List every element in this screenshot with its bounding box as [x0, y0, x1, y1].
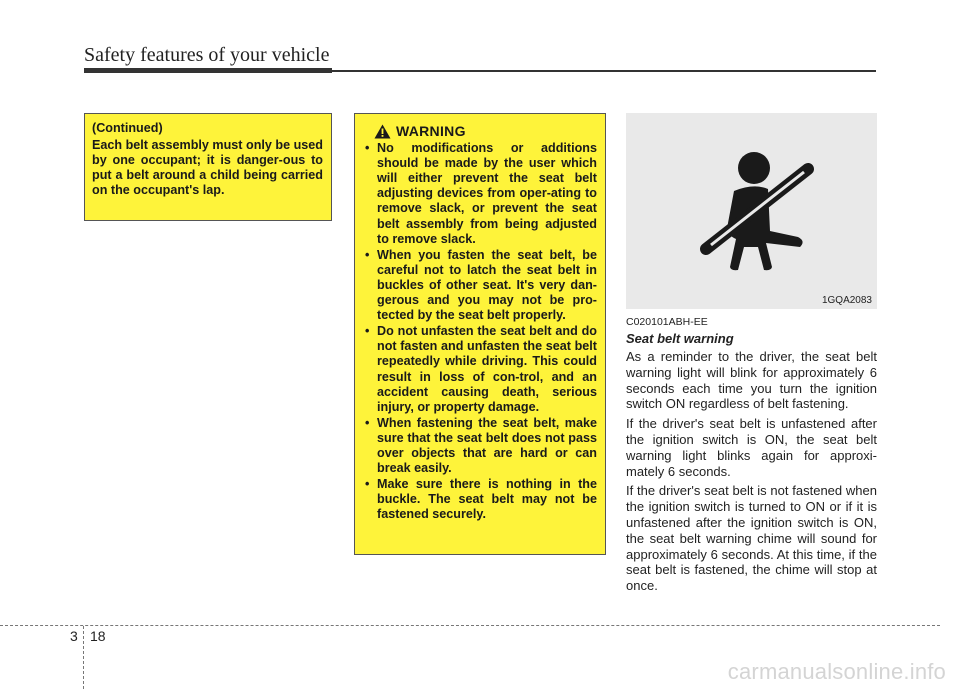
section-title: Seat belt warning — [626, 331, 734, 346]
warning-item: • No modifications or additions should be made by the user which will either prevent the seat belt adjusting devices from oper-ating to remove slack, or prevent the seat belt assembly from being adjusted to remove slack. — [364, 141, 597, 247]
section-body — [626, 349, 877, 598]
page-header-title: Safety features of your vehicle — [84, 44, 330, 66]
warning-triangle-icon — [374, 124, 391, 139]
header-rule-thin — [332, 70, 876, 72]
body-paragraph: If the driver's seat belt is unfastened after the ignition switch is ON, the seat belt warning light blinks again for approxi-mately 6 seconds. — [626, 416, 877, 479]
footer-rule — [0, 625, 940, 626]
page-number: 18 — [90, 628, 106, 644]
warning-heading: WARNING — [396, 123, 466, 139]
warning-box — [354, 113, 606, 555]
body-paragraph: As a reminder to the driver, the seat belt warning light will blink for approximately 6 seconds each time you turn the ignition switch ON regardless of belt fastening. — [626, 349, 877, 412]
figure-code: 1GQA2083 — [821, 295, 872, 306]
section-code: C020101ABH-EE — [626, 316, 708, 328]
header-rule — [84, 68, 332, 73]
continued-heading: (Continued) — [92, 121, 163, 135]
warning-item: • Do not unfasten the seat belt and do not fasten and unfasten the seat belt repeatedly while driving. This could result in loss of con-trol, and an accident causing death, serious injury, or property damage. — [364, 324, 597, 415]
seat-belt-figure — [626, 113, 877, 309]
warning-header — [364, 124, 597, 139]
footer-divider — [83, 626, 84, 689]
seat-belt-warning-icon — [626, 113, 877, 309]
continued-caution-box — [84, 113, 332, 221]
body-paragraph: If the driver's seat belt is not fastened when the ignition switch is turned to ON or if it is unfastened after the ignition switch is ON, the seat belt warning chime will sound for approximately 6 seconds. At this time, if the seat belt is fastened, the chime will stop at once. — [626, 483, 877, 594]
warning-item: • Make sure there is nothing in the buckle. The seat belt may not be fastened securely. — [364, 477, 597, 522]
warning-item: • When fastening the seat belt, make sure that the seat belt does not pass over objects that are hard or can break easily. — [364, 416, 597, 476]
warning-item: • When you fasten the seat belt, be careful not to latch the seat belt in buckles of other seat. It's very dan-gerous and you may not be pro-tected by the seat belt properly. — [364, 248, 597, 323]
continued-text: Each belt assembly must only be used by one occupant; it is danger-ous to put a belt around a child being carried on the occupant's lap. — [92, 138, 323, 198]
watermark: carmanualsonline.info — [727, 659, 946, 684]
warning-list — [364, 141, 597, 522]
chapter-number: 3 — [70, 628, 78, 644]
